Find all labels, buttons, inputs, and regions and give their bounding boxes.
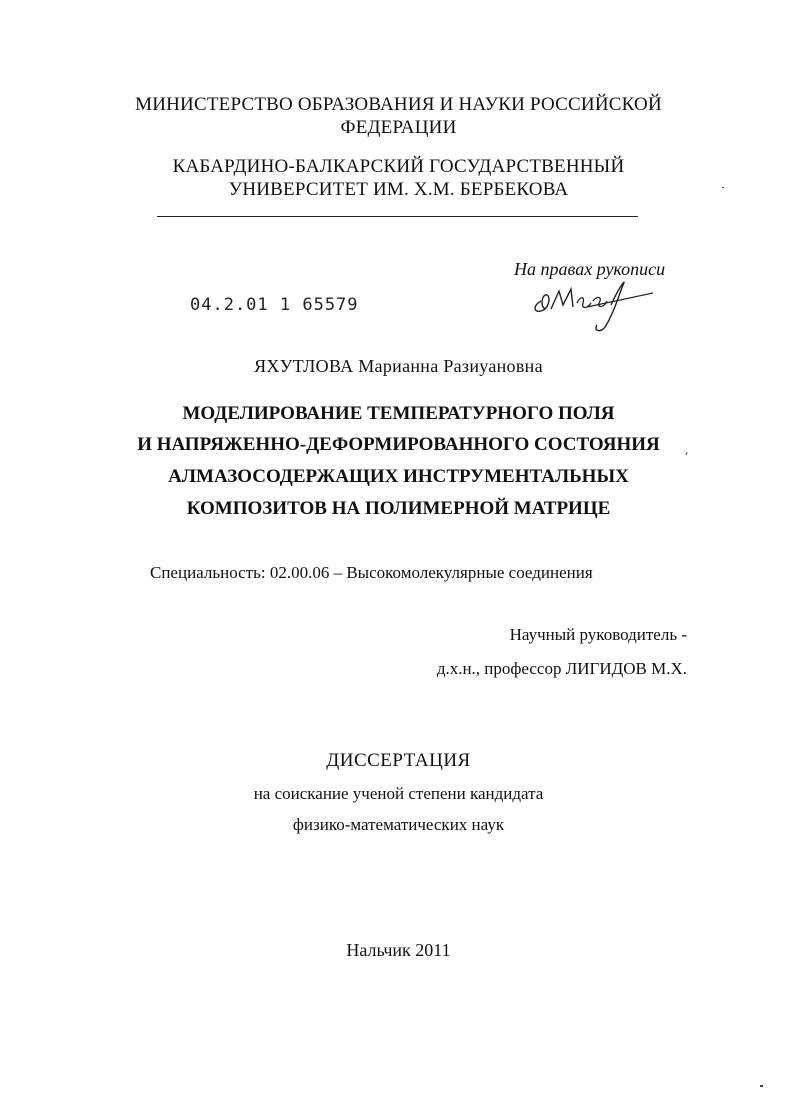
degree-line-2: физико-математических наук — [292, 815, 505, 834]
university-line-1: КАБАРДИНО-БАЛКАРСКИЙ ГОСУДАРСТВЕННЫЙ — [172, 156, 625, 177]
scan-speck — [760, 1085, 763, 1087]
registration-stamp: 04.2.01 1 65579 — [190, 295, 359, 315]
title-line: МОДЕЛИРОВАНИЕ ТЕМПЕРАТУРНОГО ПОЛЯ — [182, 403, 615, 424]
scan-speck — [722, 187, 724, 188]
header-divider — [157, 216, 638, 217]
specialty: Специальность: 02.00.06 – Высокомолекулярные соединения — [150, 563, 593, 582]
author-name: ЯХУТЛОВА Марианна Разиуановна — [254, 356, 543, 376]
title-line: АЛМАЗОСОДЕРЖАЩИХ ИНСТРУМЕНТАЛЬНЫХ — [168, 466, 629, 487]
title-line: И НАПРЯЖЕННО-ДЕФОРМИРОВАННОГО СОСТОЯНИЯ — [137, 434, 660, 455]
university-line-2: УНИВЕРСИТЕТ ИМ. Х.М. БЕРБЕКОВА — [228, 179, 569, 200]
ministry-line-1: МИНИСТЕРСТВО ОБРАЗОВАНИЯ И НАУКИ РОССИЙСКОЙ — [135, 94, 662, 115]
advisor-name: д.х.н., профессор ЛИГИДОВ М.Х. — [436, 659, 687, 678]
city-year: Нальчик 2011 — [346, 940, 451, 960]
dissertation-label: ДИССЕРТАЦИЯ — [326, 750, 471, 771]
manuscript-note: На правах рукописи — [514, 259, 666, 279]
signature-icon — [527, 275, 677, 335]
title-line: КОМПОЗИТОВ НА ПОЛИМЕРНОЙ МАТРИЦЕ — [186, 498, 611, 519]
ministry-line-2: ФЕДЕРАЦИИ — [340, 117, 457, 138]
degree-line-1: на соискание ученой степени кандидата — [253, 784, 544, 803]
advisor-role: Научный руководитель - — [509, 625, 687, 644]
